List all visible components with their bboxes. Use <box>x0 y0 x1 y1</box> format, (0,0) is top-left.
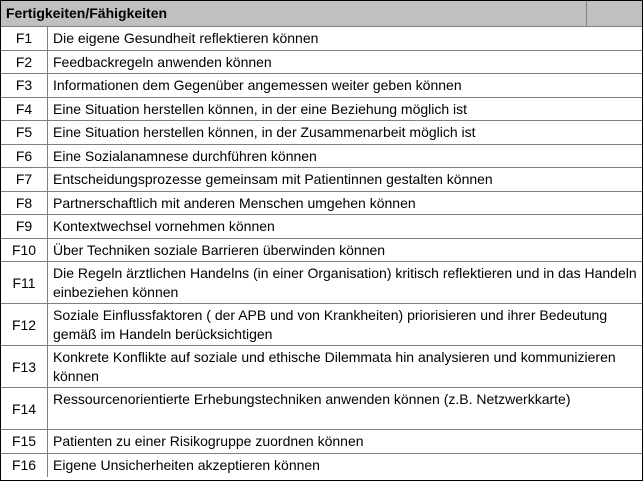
table-row <box>1 239 642 263</box>
table-row <box>1 304 642 346</box>
table-row <box>1 145 642 169</box>
table-row <box>1 98 642 122</box>
table-body <box>1 27 642 477</box>
row-code: F8 <box>1 192 48 215</box>
row-code: F14 <box>1 388 48 429</box>
header-empty-cell <box>586 1 643 26</box>
row-text: Eine Sozialanamnese durchführen können <box>53 147 317 164</box>
row-code: F9 <box>1 215 48 238</box>
row-text: Feedbackregeln anwenden können <box>53 53 272 70</box>
table-header <box>1 1 642 27</box>
table-row <box>1 168 642 192</box>
row-text: Eigene Unsicherheiten akzeptieren können <box>53 456 320 473</box>
table-row <box>1 262 642 304</box>
table-row <box>1 121 642 145</box>
table-row <box>1 74 642 98</box>
row-text: Soziale Einflussfaktoren ( der APB und von Krankheiten) priorisieren und ihrer Bedeutung gemäß im Handeln berücksichtigen <box>53 307 608 342</box>
table-row <box>1 51 642 75</box>
row-code: F11 <box>1 262 48 303</box>
row-text: Informationen dem Gegenüber angemessen weiter geben können <box>53 77 462 93</box>
row-text: Entscheidungsprozesse gemeinsam mit Patientinnen gestalten können <box>53 171 493 187</box>
row-code: F6 <box>1 145 48 168</box>
row-code: F2 <box>1 51 48 74</box>
row-text: Eine Situation herstellen können, in der eine Beziehung möglich ist <box>53 100 468 117</box>
row-code: F10 <box>1 239 48 262</box>
row-code: F4 <box>1 98 48 121</box>
row-text: Konkrete Konflikte auf soziale und ethische Dilemmata hin analysieren und kommunizieren können <box>53 349 616 384</box>
row-code: F16 <box>1 454 48 478</box>
row-text: Über Techniken soziale Barrieren überwinden können <box>53 241 386 258</box>
row-text: Kontextwechsel vornehmen können <box>53 218 275 234</box>
row-code: F1 <box>1 27 48 50</box>
row-text: Eine Situation herstellen können, in der Zusammenarbeit möglich ist <box>53 124 476 140</box>
table-title: Fertigkeiten/Fähigkeiten <box>6 5 168 21</box>
row-text: Die Regeln ärztlichen Handelns (in einer Organisation) kritisch reflektieren und in das Handeln einbeziehen können <box>53 265 637 300</box>
row-text: Die eigene Gesundheit reflektieren können <box>53 30 319 46</box>
table-row <box>1 215 642 239</box>
row-text: Partnerschaftlich mit anderen Menschen umgehen können <box>53 194 416 211</box>
row-code: F5 <box>1 121 48 144</box>
row-text: Ressourcenorientierte Erhebungstechniken anwenden können (z.B. Netzwerkkarte) <box>53 391 571 407</box>
table-row <box>1 27 642 51</box>
row-code: F3 <box>1 74 48 97</box>
row-code: F7 <box>1 168 48 191</box>
row-text: Patienten zu einer Risikogruppe zuordnen können <box>53 433 364 449</box>
table-row <box>1 430 642 454</box>
table-row <box>1 192 642 216</box>
row-code: F12 <box>1 304 48 345</box>
table-row <box>1 454 642 478</box>
row-code: F15 <box>1 430 48 453</box>
row-code: F13 <box>1 346 48 387</box>
table-row <box>1 388 642 430</box>
table-row <box>1 346 642 388</box>
